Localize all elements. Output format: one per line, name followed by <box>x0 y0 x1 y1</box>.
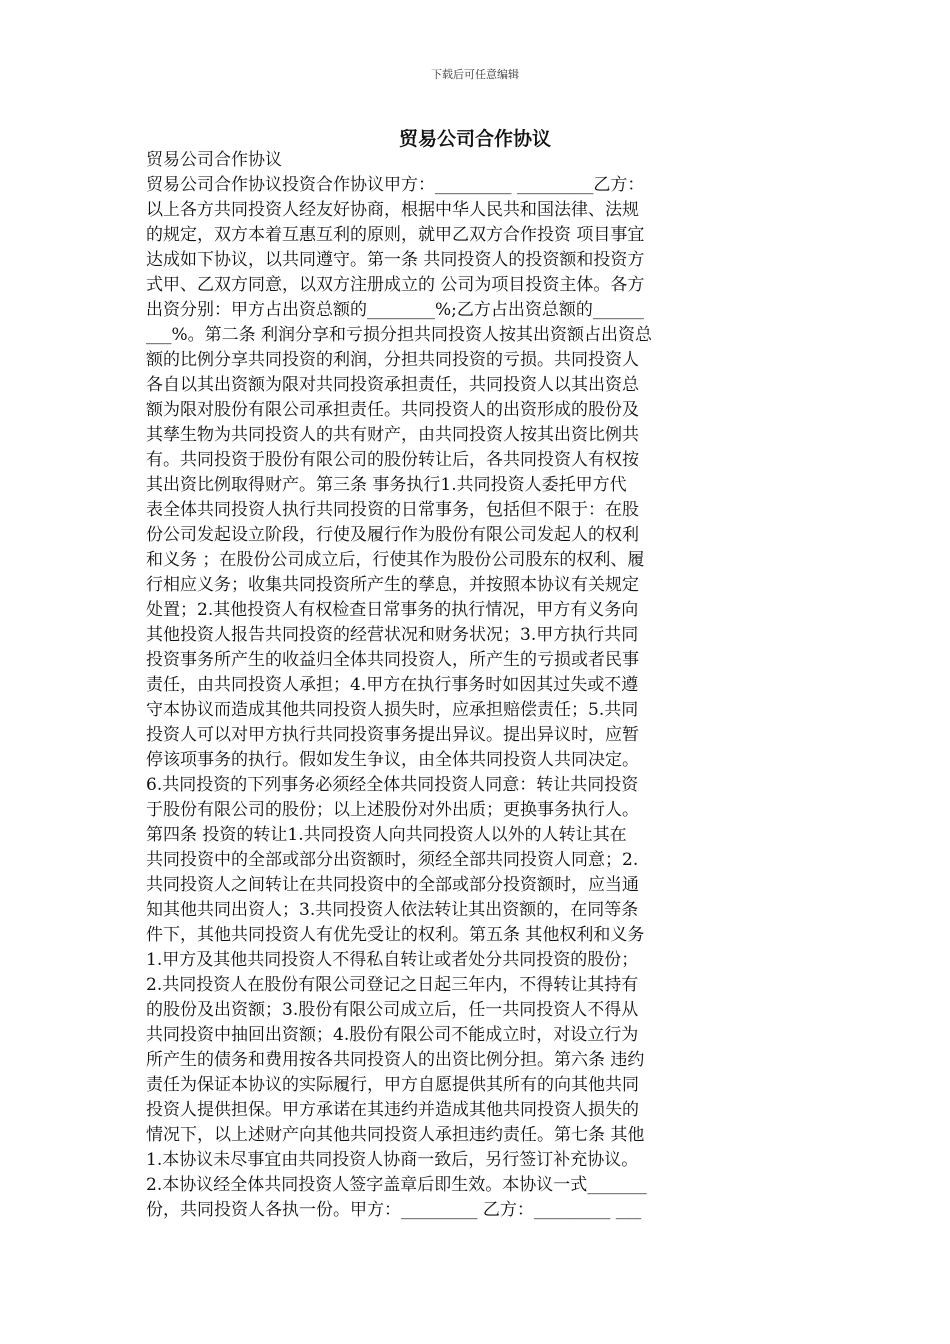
body-line: 和义务 ；在股份公司成立后，行使其作为股份公司股东的权利、履 <box>146 550 645 570</box>
body-line: 第四条 投资的转让1.共同投资人向共同投资人以外的人转让其在 <box>146 825 627 845</box>
body-line: 件下，其他共同投资人有优先受让的权利。第五条 其他权利和义务 <box>146 925 645 945</box>
body-line: 责任，由共同投资人承担；4.甲方在执行事务时如因其过失或不遵 <box>146 675 639 695</box>
body-line: 2.共同投资人在股份有限公司登记之日起三年内，不得转让其持有 <box>146 975 639 995</box>
body-line: 以上各方共同投资人经友好协商，根据中华人民共和国法律、法规 <box>146 200 639 220</box>
document-body <box>146 148 806 1223</box>
body-line: 有。共同投资于股份有限公司的股份转让后，各共同投资人有权按 <box>146 450 639 470</box>
body-line: 贸易公司合作协议 <box>146 150 282 170</box>
body-line: 式甲、乙双方同意，以双方注册成立的 公司为项目投资主体。各方 <box>146 275 645 295</box>
body-line: 额为限对股份有限公司承担责任。共同投资人的出资形成的股份及 <box>146 400 639 420</box>
body-line: 共同投资中抽回出资额；4.股份有限公司不能成立时，对设立行为 <box>146 1025 639 1045</box>
body-line: 的股份及出资额；3.股份有限公司成立后，任一共同投资人不得从 <box>146 1000 639 1020</box>
body-line: 份公司发起设立阶段，行使及履行作为股份有限公司发起人的权利 <box>146 525 639 545</box>
body-line: 的规定，双方本着互惠互利的原则，就甲乙双方合作投资 项目事宜 <box>146 225 645 245</box>
body-line: 其孳生物为共同投资人的共有财产，由共同投资人按其出资比例共 <box>146 425 639 445</box>
body-line: 所产生的债务和费用按各共同投资人的出资比例分担。第六条 违约 <box>146 1050 645 1070</box>
body-line: 责任为保证本协议的实际履行，甲方自愿提供其所有的向其他共同 <box>146 1075 639 1095</box>
body-line: 1.甲方及其他共同投资人不得私自转让或者处分共同投资的股份； <box>146 950 639 970</box>
body-line: ___%。第二条 利润分享和亏损分担共同投资人按其出资额占出资总 <box>146 325 653 345</box>
body-line: 表全体共同投资人执行共同投资的日常事务，包括但不限于：在股 <box>146 500 639 520</box>
body-line: 份，共同投资人各执一份。甲方：_________ 乙方：_________ ___ <box>146 1200 642 1220</box>
body-line: 其出资比例取得财产。第三条 事务执行1.共同投资人委托甲方代 <box>146 475 627 495</box>
document-title: 贸易公司合作协议 <box>398 128 551 150</box>
body-line: 出资分别：甲方占出资总额的________%;乙方占出资总额的______ <box>146 300 644 320</box>
body-line: 达成如下协议，以共同遵守。第一条 共同投资人的投资额和投资方 <box>146 250 645 270</box>
body-line: 1.本协议未尽事宜由共同投资人协商一致后，另行签订补充协议。 <box>146 1150 639 1170</box>
body-line: 处置；2.其他投资人有权检查日常事务的执行情况，甲方有义务向 <box>146 600 639 620</box>
body-line: 投资人提供担保。甲方承诺在其违约并造成其他共同投资人损失的 <box>146 1100 639 1120</box>
body-line: 情况下，以上述财产向其他共同投资人承担违约责任。第七条 其他 <box>146 1125 645 1145</box>
body-line: 知其他共同出资人；3.共同投资人依法转让其出资额的，在同等条 <box>146 900 639 920</box>
body-line: 投资事务所产生的收益归全体共同投资人，所产生的亏损或者民事 <box>146 650 639 670</box>
body-line: 共同投资中的全部或部分出资额时，须经全部共同投资人同意；2. <box>146 850 639 870</box>
body-line: 行相应义务；收集共同投资所产生的孳息，并按照本协议有关规定 <box>146 575 639 595</box>
body-line: 贸易公司合作协议投资合作协议甲方：_________ _________乙方： <box>146 175 645 195</box>
body-line: 额的比例分享共同投资的利润，分担共同投资的亏损。共同投资人 <box>146 350 639 370</box>
body-line: 共同投资人之间转让在共同投资中的全部或部分投资额时，应当通 <box>146 875 639 895</box>
body-line: 投资人可以对甲方执行共同投资事务提出异议。提出异议时，应暂 <box>146 725 639 745</box>
body-line: 各自以其出资额为限对共同投资承担责任，共同投资人以其出资总 <box>146 375 639 395</box>
body-line: 其他投资人报告共同投资的经营状况和财务状况；3.甲方执行共同 <box>146 625 639 645</box>
body-line: 6.共同投资的下列事务必须经全体共同投资人同意：转让共同投资 <box>146 775 639 795</box>
body-line: 2.本协议经全体共同投资人签字盖章后即生效。本协议一式_______ <box>146 1175 647 1195</box>
body-line: 守本协议而造成其他共同投资人损失时，应承担赔偿责任；5.共同 <box>146 700 639 720</box>
body-line: 于股份有限公司的股份；以上述股份对外出质；更换事务执行人。 <box>146 800 639 820</box>
header-note: 下载后可任意编辑 <box>431 68 519 81</box>
body-line: 停该项事务的执行。假如发生争议，由全体共同投资人共同决定。 <box>146 750 639 770</box>
